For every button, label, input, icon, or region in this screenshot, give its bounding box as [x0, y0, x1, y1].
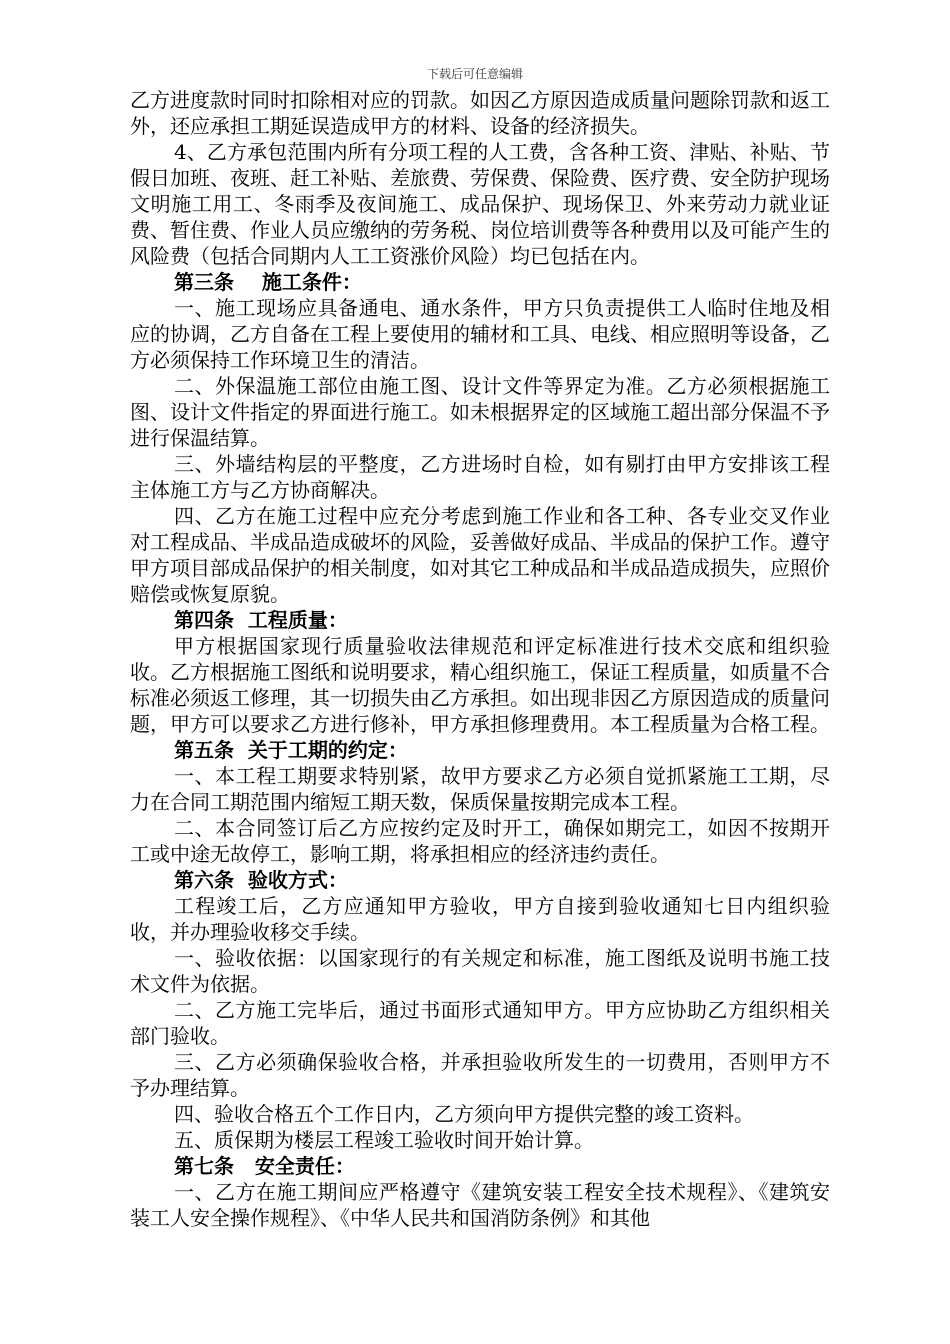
body-paragraph: 四、乙方在施工过程中应充分考虑到施工作业和各工种、各专业交叉作业对工程成品、半成品造成破坏的风险，妥善做好成品、半成品的保护工作。遵守甲方项目部成品保护的相关制度，如对其它工种成品和半成品造成损失，应照价赔偿或恢复原貌。 [130, 504, 830, 606]
body-paragraph: 一、施工现场应具备通电、通水条件，甲方只负责提供工人临时住地及相应的协调，乙方自备在工程上要使用的辅材和工具、电线、相应照明等设备，乙方必须保持工作环境卫生的清洁。 [130, 296, 830, 372]
section-heading: 第四条 工程质量： [174, 608, 348, 632]
body-paragraph: 甲方根据国家现行质量验收法律规范和评定标准进行技术交底和组织验收。乙方根据施工图纸和说明要求，精心组织施工，保证工程质量，如质量不合标准必须返工修理，其一切损失由乙方承担。如出现非因乙方原因造成的质量问题，甲方可以要求乙方进行修补，甲方承担修理费用。本工程质量为合格工程。 [130, 634, 830, 736]
body-paragraph: 工程竣工后，乙方应通知甲方验收，甲方自接到验收通知七日内组织验收，并办理验收移交手续。 [130, 894, 830, 944]
body-paragraph: 一、本工程工期要求特别紧，故甲方要求乙方必须自觉抓紧施工工期，尽力在合同工期范围内缩短工期天数，保质保量按期完成本工程。 [130, 764, 830, 814]
body-paragraph: 一、乙方在施工期间应严格遵守《建筑安装工程安全技术规程》、《建筑安装工人安全操作规程》、《中华人民共和国消防条例》和其他 [130, 1180, 830, 1230]
body-paragraph: 乙方进度款时同时扣除相对应的罚款。如因乙方原因造成质量问题除罚款和返工外，还应承担工期延误造成甲方的材料、设备的经济损失。 [130, 88, 830, 138]
body-paragraph: 三、外墙结构层的平整度，乙方进场时自检，如有剔打由甲方安排该工程主体施工方与乙方协商解决。 [130, 452, 830, 502]
body-paragraph: 一、验收依据：以国家现行的有关规定和标准，施工图纸及说明书施工技术文件为依据。 [130, 946, 830, 996]
body-paragraph: 二、乙方施工完毕后，通过书面形式通知甲方。甲方应协助乙方组织相关部门验收。 [130, 998, 830, 1048]
section-heading: 第六条 验收方式： [174, 868, 348, 892]
page-header: 下载后可任意编辑 [426, 67, 523, 81]
body-paragraph: 三、乙方必须确保验收合格，并承担验收所发生的一切费用，否则甲方不予办理结算。 [130, 1050, 830, 1100]
body-paragraph: 二、外保温施工部位由施工图、设计文件等界定为准。乙方必须根据施工图、设计文件指定的界面进行施工。如未根据界定的区域施工超出部分保温不予进行保温结算。 [130, 374, 830, 450]
body-paragraph: 四、验收合格五个工作日内，乙方须向甲方提供完整的竣工资料。 [174, 1102, 754, 1126]
document-body [130, 87, 830, 1231]
section-heading: 第七条 安全责任： [174, 1154, 355, 1178]
body-paragraph: 五、质保期为楼层工程竣工验收时间开始计算。 [174, 1128, 594, 1152]
section-heading: 第三条 施工条件： [174, 270, 362, 294]
body-paragraph: 二、本合同签订后乙方应按约定及时开工，确保如期完工，如因不按期开工或中途无故停工，影响工期，将承担相应的经济违约责任。 [130, 816, 830, 866]
body-paragraph: 4、乙方承包范围内所有分项工程的人工费，含各种工资、津贴、补贴、节假日加班、夜班、赶工补贴、差旅费、劳保费、保险费、医疗费、安全防护现场文明施工用工、冬雨季及夜间施工、成品保护、现场保卫、外来劳动力就业证费、暂住费、作业人员应缴纳的劳务税、岗位培训费等各种费用以及可能产生的风险费（包括合同期内人工工资涨价风险）均已包括在内。 [130, 140, 830, 268]
section-heading: 第五条 关于工期的约定： [174, 738, 408, 762]
